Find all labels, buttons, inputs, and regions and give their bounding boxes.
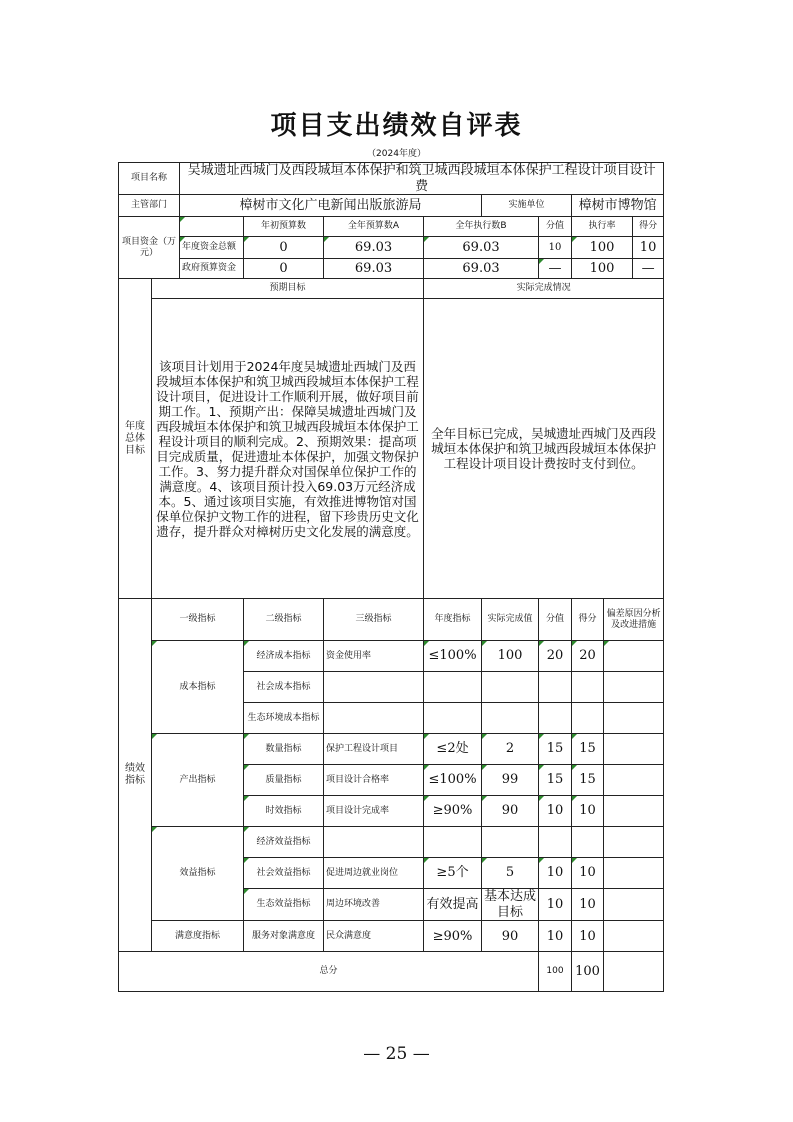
indicator-score — [572, 827, 604, 858]
funds-budget: 69.03 — [324, 237, 424, 259]
indicator-weight: 10 — [539, 921, 572, 952]
indicator-weight — [539, 827, 572, 858]
indicator-actual: 99 — [482, 765, 539, 796]
indicator-lvl3: 保护工程设计项目 — [324, 734, 424, 765]
indicator-target: ≤2处 — [424, 734, 482, 765]
indicator-row — [119, 827, 664, 858]
funds-header-score: 得分 — [633, 217, 664, 237]
funds-score: 10 — [633, 237, 664, 259]
indicator-actual: 基本达成目标 — [482, 889, 539, 921]
indicator-reason — [604, 703, 664, 734]
indicator-lvl3: 周边环境改善 — [324, 889, 424, 921]
group-cost: 成本指标 — [152, 641, 244, 734]
funds-exec: 69.03 — [424, 237, 539, 259]
indicator-reason — [604, 672, 664, 703]
indicator-actual: 90 — [482, 796, 539, 827]
impl-label: 实施单位 — [482, 195, 572, 217]
perf-label: 绩效指标 — [119, 599, 152, 952]
indicator-weight: 10 — [539, 889, 572, 921]
indicator-weight: 20 — [539, 641, 572, 672]
total-row — [119, 952, 664, 992]
indicator-lvl3: 项目设计合格率 — [324, 765, 424, 796]
group-effect: 效益指标 — [152, 827, 244, 921]
funds-initial: 0 — [244, 237, 324, 259]
indicator-reason — [604, 796, 664, 827]
actual-text: 全年目标已完成，吴城遗址西城门及西段城垣本体保护和筑卫城西段城垣本体保护工程设计项目设计费按时支付到位。 — [424, 299, 664, 599]
indicator-target — [424, 672, 482, 703]
perf-header-lvl2: 二级指标 — [244, 599, 324, 641]
indicator-score — [572, 672, 604, 703]
funds-weight: 10 — [539, 237, 572, 259]
funds-row-total — [119, 237, 664, 259]
indicator-lvl3 — [324, 827, 424, 858]
indicator-score: 10 — [572, 889, 604, 921]
funds-initial: 0 — [244, 259, 324, 279]
total-weight: 100 — [539, 952, 572, 992]
indicator-lvl3: 资金使用率 — [324, 641, 424, 672]
funds-header-exec: 全年执行数B — [424, 217, 539, 237]
form-title: 项目支出绩效自评表 — [270, 111, 523, 141]
indicator-reason — [604, 765, 664, 796]
impl-value: 樟树市博物馆 — [572, 195, 664, 217]
indicator-weight: 10 — [539, 858, 572, 889]
indicator-reason — [604, 858, 664, 889]
funds-blank — [180, 217, 244, 237]
indicator-lvl2: 数量指标 — [244, 734, 324, 765]
indicator-actual: 2 — [482, 734, 539, 765]
evaluation-table — [118, 162, 664, 992]
indicator-lvl2: 社会成本指标 — [244, 672, 324, 703]
indicator-target: ≥90% — [424, 921, 482, 952]
indicator-reason — [604, 734, 664, 765]
indicator-actual — [482, 672, 539, 703]
expected-text: 该项目计划用于2024年度吴城遗址西城门及西段城垣本体保护和筑卫城西段城垣本体保护工程设计项目，促进设计工作顺利开展，做好项目前期工作。1、预期产出：保障吴城遗址西城门及西段城垣本体保护和筑卫城西段城垣本体保护工程设计项目的顺利完成。2、预期效果：提高项目完成质量，促进遗址本体保护，加强文物保护工作。3、努力提升群众对国保单位保护工作的满意度。4、该项目预计投入69.03万元经济成本。5、通过该项目实施，有效推进博物馆对国保单位保护文物工作的进程，留下珍贵历史文化遗存，提升群众对樟树历史文化发展的满意度。 — [152, 299, 424, 599]
funds-row-gov — [119, 259, 664, 279]
indicator-reason — [604, 921, 664, 952]
indicator-lvl2: 生态效益指标 — [244, 889, 324, 921]
indicator-reason — [604, 827, 664, 858]
funds-header-initial: 年初预算数 — [244, 217, 324, 237]
funds-row-label: 年度资金总额 — [180, 237, 244, 259]
project-name: 吴城遗址西城门及西段城垣本体保护和筑卫城西段城垣本体保护工程设计项目设计费 — [180, 163, 664, 195]
perf-header-score: 得分 — [572, 599, 604, 641]
indicator-lvl2: 经济效益指标 — [244, 827, 324, 858]
indicator-lvl2: 时效指标 — [244, 796, 324, 827]
indicator-actual — [482, 703, 539, 734]
indicator-score: 10 — [572, 858, 604, 889]
indicator-weight: 10 — [539, 796, 572, 827]
perf-header-target: 年度指标 — [424, 599, 482, 641]
group-satisfaction: 满意度指标 — [152, 921, 244, 952]
indicator-lvl2: 经济成本指标 — [244, 641, 324, 672]
indicator-score: 15 — [572, 765, 604, 796]
total-label: 总分 — [119, 952, 539, 992]
indicator-target: ≥5个 — [424, 858, 482, 889]
indicator-lvl2: 生态环境成本指标 — [244, 703, 324, 734]
indicator-weight: 15 — [539, 734, 572, 765]
indicator-target: ≤100% — [424, 765, 482, 796]
total-reason — [604, 952, 664, 992]
funds-label: 项目资金（万元） — [119, 217, 180, 279]
perf-header-lvl1: 一级指标 — [152, 599, 244, 641]
dept-value: 樟树市文化广电新闻出版旅游局 — [180, 195, 482, 217]
perf-header-reason: 偏差原因分析及改进措施 — [604, 599, 664, 641]
indicator-target: ≤100% — [424, 641, 482, 672]
page-number: — 25 — — [363, 1044, 430, 1064]
indicator-lvl2: 质量指标 — [244, 765, 324, 796]
indicator-target: ≥90% — [424, 796, 482, 827]
indicator-weight — [539, 672, 572, 703]
total-score: 100 — [572, 952, 604, 992]
goal-label: 年度总体目标 — [119, 279, 152, 599]
funds-rate: 100 — [572, 259, 633, 279]
indicator-row — [119, 641, 664, 672]
indicator-lvl3: 促进周边就业岗位 — [324, 858, 424, 889]
indicator-target — [424, 703, 482, 734]
funds-budget: 69.03 — [324, 259, 424, 279]
indicator-target: 有效提高 — [424, 889, 482, 921]
perf-header-lvl3: 三级指标 — [324, 599, 424, 641]
indicator-actual: 5 — [482, 858, 539, 889]
indicator-lvl3: 民众满意度 — [324, 921, 424, 952]
indicator-score: 10 — [572, 796, 604, 827]
indicator-reason — [604, 889, 664, 921]
indicator-weight — [539, 703, 572, 734]
indicator-score: 10 — [572, 921, 604, 952]
indicator-weight: 15 — [539, 765, 572, 796]
indicator-actual — [482, 827, 539, 858]
expected-label: 预期目标 — [152, 279, 424, 299]
indicator-lvl2: 服务对象满意度 — [244, 921, 324, 952]
indicator-lvl3: 项目设计完成率 — [324, 796, 424, 827]
indicator-score: 15 — [572, 734, 604, 765]
actual-label: 实际完成情况 — [424, 279, 664, 299]
indicator-score: 20 — [572, 641, 604, 672]
indicator-lvl2: 社会效益指标 — [244, 858, 324, 889]
indicator-actual: 90 — [482, 921, 539, 952]
funds-weight: — — [539, 259, 572, 279]
funds-header-weight: 分值 — [539, 217, 572, 237]
project-name-label: 项目名称 — [119, 163, 180, 195]
perf-header-weight: 分值 — [539, 599, 572, 641]
indicator-row — [119, 921, 664, 952]
dept-label: 主管部门 — [119, 195, 180, 217]
funds-header-budget: 全年预算数A — [324, 217, 424, 237]
form-year: （2024年度） — [367, 149, 426, 159]
funds-exec: 69.03 — [424, 259, 539, 279]
indicator-target — [424, 827, 482, 858]
indicator-actual: 100 — [482, 641, 539, 672]
indicator-row — [119, 734, 664, 765]
indicator-lvl3 — [324, 672, 424, 703]
indicator-lvl3 — [324, 703, 424, 734]
perf-header-actual: 实际完成值 — [482, 599, 539, 641]
funds-row-label: 政府预算资金 — [180, 259, 244, 279]
funds-rate: 100 — [572, 237, 633, 259]
funds-header-rate: 执行率 — [572, 217, 633, 237]
indicator-reason — [604, 641, 664, 672]
funds-score: — — [633, 259, 664, 279]
group-output: 产出指标 — [152, 734, 244, 827]
indicator-score — [572, 703, 604, 734]
